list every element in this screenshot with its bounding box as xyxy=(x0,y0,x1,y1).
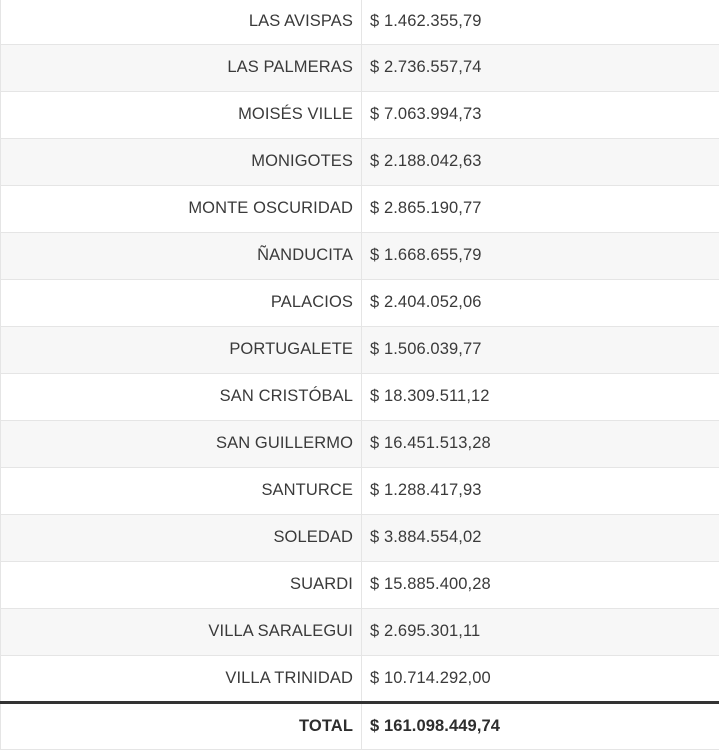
table-footer xyxy=(1,702,719,749)
total-row xyxy=(1,702,719,749)
locality-amount: $ 2.865.190,77 xyxy=(362,185,719,232)
locality-amount: $ 2.188.042,63 xyxy=(362,138,719,185)
locality-amount: $ 1.288.417,93 xyxy=(362,467,719,514)
table-row xyxy=(1,420,719,467)
table-row xyxy=(1,326,719,373)
table-row xyxy=(1,467,719,514)
locality-amount: $ 16.451.513,28 xyxy=(362,420,719,467)
table-body xyxy=(1,0,719,702)
locality-amount: $ 15.885.400,28 xyxy=(362,561,719,608)
table-row xyxy=(1,279,719,326)
locality-name: LAS AVISPAS xyxy=(1,0,362,44)
locality-name: SAN CRISTÓBAL xyxy=(1,373,362,420)
locality-amount: $ 1.506.039,77 xyxy=(362,326,719,373)
table-row xyxy=(1,232,719,279)
table-row xyxy=(1,44,719,91)
locality-amount: $ 2.404.052,06 xyxy=(362,279,719,326)
locality-amount: $ 1.668.655,79 xyxy=(362,232,719,279)
locality-amount: $ 2.695.301,11 xyxy=(362,608,719,655)
total-amount: $ 161.098.449,74 xyxy=(362,702,719,749)
locality-name: SANTURCE xyxy=(1,467,362,514)
locality-name: VILLA SARALEGUI xyxy=(1,608,362,655)
locality-name: PORTUGALETE xyxy=(1,326,362,373)
locality-name: ÑANDUCITA xyxy=(1,232,362,279)
locality-amount: $ 7.063.994,73 xyxy=(362,91,719,138)
locality-amount: $ 1.462.355,79 xyxy=(362,0,719,44)
locality-name: PALACIOS xyxy=(1,279,362,326)
locality-amount: $ 10.714.292,00 xyxy=(362,655,719,702)
total-label: TOTAL xyxy=(1,702,362,749)
table-row xyxy=(1,91,719,138)
table-row xyxy=(1,514,719,561)
locality-name: MONTE OSCURIDAD xyxy=(1,185,362,232)
locality-name: LAS PALMERAS xyxy=(1,44,362,91)
locality-name: SAN GUILLERMO xyxy=(1,420,362,467)
table-row xyxy=(1,373,719,420)
locality-name: SOLEDAD xyxy=(1,514,362,561)
locality-amount: $ 18.309.511,12 xyxy=(362,373,719,420)
table-row xyxy=(1,0,719,44)
locality-amount: $ 3.884.554,02 xyxy=(362,514,719,561)
locality-name: MOISÉS VILLE xyxy=(1,91,362,138)
locality-name: VILLA TRINIDAD xyxy=(1,655,362,702)
locality-name: SUARDI xyxy=(1,561,362,608)
locality-amount: $ 2.736.557,74 xyxy=(362,44,719,91)
table-row xyxy=(1,138,719,185)
table-row xyxy=(1,561,719,608)
table-row xyxy=(1,608,719,655)
table-row xyxy=(1,185,719,232)
table-row xyxy=(1,655,719,702)
locality-name: MONIGOTES xyxy=(1,138,362,185)
